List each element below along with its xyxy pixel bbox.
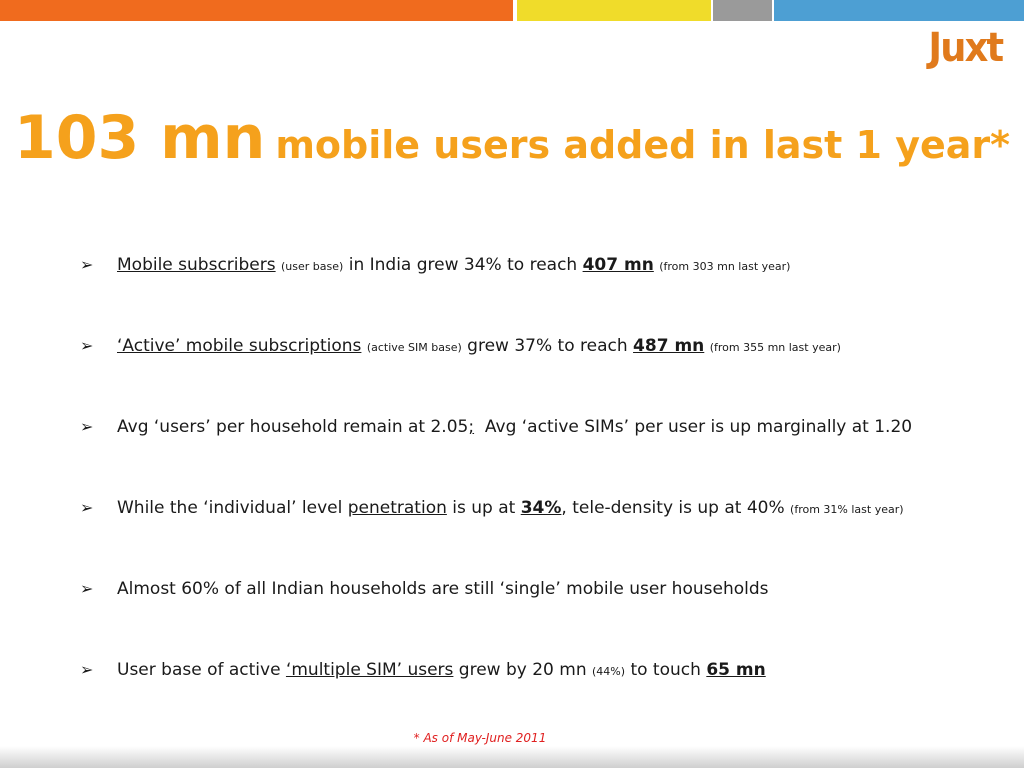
- band-blue: [774, 0, 1024, 21]
- juxt-logo: Juxt: [928, 25, 1002, 71]
- title-rest: mobile users added in last 1 year*: [275, 123, 1011, 167]
- top-color-band: [0, 0, 1024, 21]
- term-penetration: penetration: [347, 498, 447, 518]
- arrow-bullet-icon: ➢: [80, 417, 94, 436]
- footnote: * As of May-June 2011: [413, 731, 547, 745]
- arrow-bullet-icon: ➢: [80, 579, 94, 598]
- arrow-bullet-icon: ➢: [80, 660, 94, 679]
- arrow-bullet-icon: ➢: [80, 336, 94, 355]
- bullet-mobile-subscribers: ➢ Mobile subscribers (user base) in India grew 34% to reach 407 mn (from 303 mn last year): [80, 250, 1000, 331]
- arrow-bullet-icon: ➢: [80, 255, 94, 274]
- bullet-multiple-sim: ➢ User base of active ‘multiple SIM’ users grew by 20 mn (44%) to touch 65 mn: [80, 655, 1000, 736]
- slide-title: [0, 103, 1024, 173]
- term-active-subscriptions: ‘Active’ mobile subscriptions: [117, 336, 362, 356]
- bullet-avg-users: ➢ Avg ‘users’ per household remain at 2.05; Avg ‘active SIMs’ per user is up marginally at 1.20: [80, 412, 1000, 493]
- bullet-list: [80, 250, 1000, 736]
- title-number: 103 mn: [13, 103, 266, 173]
- term-mobile-subscribers: Mobile subscribers: [117, 255, 276, 275]
- band-yellow: [517, 0, 711, 21]
- bottom-gradient-bar: [0, 746, 1024, 768]
- term-multiple-sim-users: ‘multiple SIM’ users: [285, 660, 454, 680]
- value-487mn: 487 mn: [633, 336, 705, 356]
- value-407mn: 407 mn: [582, 255, 654, 275]
- arrow-bullet-icon: ➢: [80, 498, 94, 517]
- band-gray: [713, 0, 772, 21]
- band-orange: [0, 0, 513, 21]
- value-34pct: 34%: [520, 498, 562, 518]
- bullet-penetration: ➢ While the ‘individual’ level penetration is up at 34%, tele-density is up at 40% (from 31% last year): [80, 493, 1000, 574]
- bullet-single-user-households: ➢ Almost 60% of all Indian households are still ‘single’ mobile user households: [80, 574, 1000, 655]
- bullet-active-subscriptions: ➢ ‘Active’ mobile subscriptions (active SIM base) grew 37% to reach 487 mn (from 355 mn last year): [80, 331, 1000, 412]
- value-65mn: 65 mn: [706, 660, 766, 680]
